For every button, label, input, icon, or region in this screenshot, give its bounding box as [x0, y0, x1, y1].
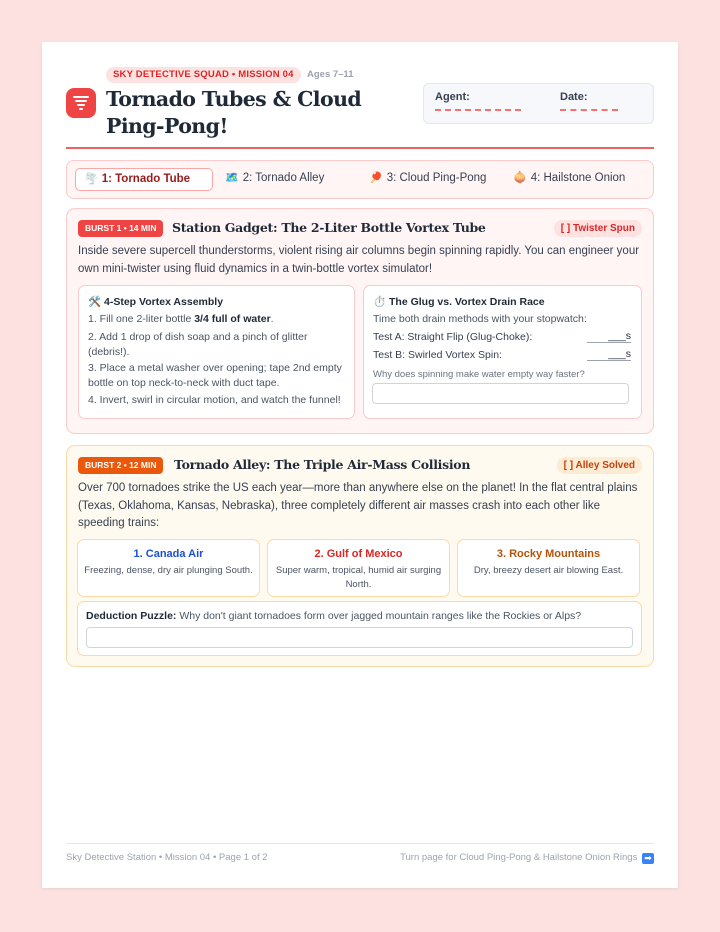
mission-badge: SKY DETECTIVE SQUAD • MISSION 04	[106, 67, 301, 83]
step-4: 4. Invert, swirl in circular motion, and watch the funnel!	[88, 394, 341, 406]
footer-next-text: Turn page for Cloud Ping-Pong & Hailstone Onion Rings	[400, 852, 638, 863]
air-mass-rockies	[457, 539, 640, 597]
age-range: Ages 7–11	[307, 69, 354, 80]
race-intro: Time both drain methods with your stopwatch:	[373, 313, 587, 325]
page-title: Tornado Tubes & Cloud Ping-Pong!	[106, 87, 362, 138]
puzzle-answer-field[interactable]	[86, 627, 633, 648]
step-1: 1. Fill one 2-liter bottle 3/4 full of water.	[88, 313, 274, 325]
agent-label: Agent:	[435, 91, 470, 103]
header	[66, 66, 654, 148]
tab-hailstone-onion[interactable]	[505, 168, 647, 191]
assembly-panel	[78, 285, 355, 419]
status-checkbox[interactable]: [ ] Alley Solved	[557, 457, 642, 474]
air-mass-name: 2. Gulf of Mexico	[314, 548, 403, 560]
footer-page-info: Sky Detective Station • Mission 04 • Page 1 of 2	[66, 852, 268, 863]
footer-next-hint	[400, 852, 654, 864]
deduction-puzzle	[77, 601, 642, 656]
test-a-blank[interactable]: ___s	[587, 330, 631, 343]
header-divider	[66, 147, 654, 149]
air-mass-gulf	[267, 539, 450, 597]
worksheet-page	[42, 42, 678, 888]
race-question: Why does spinning make water empty way faster?	[373, 369, 585, 380]
air-mass-name: 3. Rocky Mountains	[496, 548, 601, 560]
map-icon: 🗺️	[225, 172, 239, 184]
burst-title: Station Gadget: The 2-Liter Bottle Vortex Tube	[172, 220, 486, 235]
assembly-heading: 4-Step Vortex Assembly	[104, 296, 224, 308]
air-mass-canada	[77, 539, 260, 597]
tab-label: 1: Tornado Tube	[101, 173, 191, 185]
race-answer-field[interactable]	[372, 383, 629, 404]
burst-badge: BURST 2 • 12 MIN	[78, 457, 163, 474]
burst-description: Inside severe supercell thunderstorms, violent rising air columns begin spinning rapidly. You can engineer your own mini-twister using fluid dynamics in a twin-bottle vortex simulator!	[78, 245, 640, 275]
step-3: 3. Place a metal washer over opening; tape 2nd empty bottle on top neck-to-neck with duct tape.	[88, 362, 342, 389]
puzzle-question: Deduction Puzzle: Why don't giant tornadoes form over jagged mountain ranges like the Rockies or Alps?	[86, 610, 582, 622]
tab-tornado-tube[interactable]	[75, 168, 213, 191]
air-mass-desc: Super warm, tropical, humid air surging North.	[275, 565, 442, 590]
test-b-label: Test B: Swirled Vortex Spin:	[373, 349, 502, 361]
drain-race-panel	[363, 285, 642, 419]
date-field[interactable]	[560, 109, 618, 111]
burst-1-card	[66, 208, 654, 434]
burst-title: Tornado Alley: The Triple Air-Mass Collision	[174, 457, 471, 472]
tab-label: 4: Hailstone Onion	[530, 172, 626, 184]
burst-description: Over 700 tornadoes strike the US each year—more than anywhere else on the planet! In the flat central plains (Texas, Oklahoma, Kansas, Nebraska), three completely different air masses crash into each other like speeding trains:	[78, 482, 638, 529]
onion-icon: 🧅	[513, 172, 527, 184]
air-mass-desc: Freezing, dense, dry air plunging South.	[84, 565, 253, 576]
burst-badge: BURST 1 • 14 MIN	[78, 220, 163, 237]
air-mass-name: 1. Canada Air	[133, 548, 204, 560]
tab-tornado-alley[interactable]	[217, 168, 355, 191]
tools-icon: 🛠️	[88, 296, 102, 308]
status-checkbox[interactable]: [ ] Twister Spun	[554, 220, 642, 237]
date-label: Date:	[560, 91, 588, 103]
tab-bar	[66, 160, 654, 199]
tornado-icon	[66, 88, 96, 118]
air-mass-desc: Dry, breezy desert air blowing East.	[473, 565, 624, 576]
tab-label: 3: Cloud Ping-Pong	[386, 172, 487, 184]
footer-divider	[66, 843, 654, 844]
agent-date-box	[423, 83, 654, 124]
ping-pong-icon: 🏓	[369, 172, 383, 184]
step-2: 2. Add 1 drop of dish soap and a pinch of glitter (debris!).	[88, 331, 308, 358]
burst-2-card	[66, 445, 654, 667]
tab-cloud-ping-pong[interactable]	[361, 168, 501, 191]
arrow-right-icon: ➡	[642, 853, 654, 864]
test-b-blank[interactable]: ___s	[587, 348, 631, 361]
agent-field[interactable]	[435, 109, 521, 111]
stopwatch-icon: ⏱️	[373, 296, 387, 308]
tab-label: 2: Tornado Alley	[242, 172, 325, 184]
tornado-tab-icon: 🌪️	[84, 173, 98, 185]
test-a-label: Test A: Straight Flip (Glug-Choke):	[373, 331, 533, 343]
race-heading: The Glug vs. Vortex Drain Race	[389, 296, 545, 308]
